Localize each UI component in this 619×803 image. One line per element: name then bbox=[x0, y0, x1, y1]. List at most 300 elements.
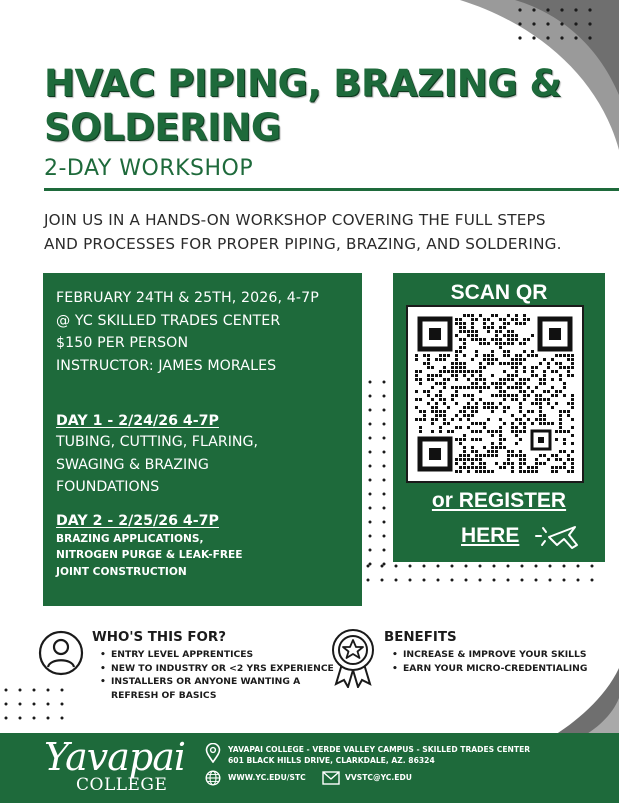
qr-module bbox=[491, 394, 494, 397]
day2-topic: JOINT CONSTRUCTION bbox=[56, 565, 187, 578]
qr-module bbox=[487, 330, 490, 333]
qr-module bbox=[567, 402, 570, 405]
qr-module bbox=[431, 398, 434, 401]
qr-module bbox=[443, 354, 446, 357]
qr-module bbox=[463, 330, 466, 333]
qr-module bbox=[459, 366, 462, 369]
intro-line: JOIN US IN A HANDS-ON WORKSHOP COVERING THE FULL STEPS bbox=[44, 211, 546, 229]
qr-module bbox=[499, 434, 502, 437]
registration-qr-code[interactable] bbox=[406, 305, 584, 483]
qr-module bbox=[507, 342, 510, 345]
qr-code-icon bbox=[408, 307, 582, 481]
qr-module bbox=[555, 362, 558, 365]
qr-module bbox=[523, 350, 526, 353]
qr-module bbox=[475, 402, 478, 405]
qr-module bbox=[471, 370, 474, 373]
qr-module bbox=[543, 454, 546, 457]
decorative-dot bbox=[5, 703, 8, 706]
qr-module bbox=[491, 454, 494, 457]
qr-module bbox=[431, 418, 434, 421]
qr-module bbox=[443, 418, 446, 421]
qr-module bbox=[515, 322, 518, 325]
qr-module bbox=[507, 338, 510, 341]
qr-module bbox=[571, 406, 574, 409]
email-link[interactable]: VVSTC@YC.EDU bbox=[345, 773, 412, 782]
qr-module bbox=[511, 470, 514, 473]
qr-module bbox=[463, 434, 466, 437]
decorative-dot bbox=[465, 579, 468, 582]
qr-module bbox=[503, 322, 506, 325]
qr-module bbox=[475, 450, 478, 453]
qr-module bbox=[523, 422, 526, 425]
qr-module bbox=[515, 382, 518, 385]
qr-module bbox=[459, 442, 462, 445]
qr-module bbox=[459, 454, 462, 457]
decorative-dot bbox=[549, 579, 552, 582]
qr-module bbox=[511, 398, 514, 401]
qr-module bbox=[487, 358, 490, 361]
qr-module bbox=[483, 422, 486, 425]
qr-module bbox=[547, 398, 550, 401]
decorative-dot bbox=[383, 395, 386, 398]
qr-module bbox=[479, 398, 482, 401]
qr-module bbox=[499, 446, 502, 449]
qr-module bbox=[459, 350, 462, 353]
qr-module bbox=[459, 466, 462, 469]
qr-module bbox=[511, 454, 514, 457]
qr-module bbox=[563, 450, 566, 453]
decorative-dot bbox=[560, 36, 563, 39]
qr-module bbox=[435, 418, 438, 421]
decorative-dot bbox=[437, 579, 440, 582]
qr-module bbox=[463, 462, 466, 465]
qr-module bbox=[535, 470, 538, 473]
qr-module bbox=[459, 426, 462, 429]
qr-module bbox=[451, 386, 454, 389]
qr-module bbox=[471, 446, 474, 449]
qr-module bbox=[555, 370, 558, 373]
qr-module bbox=[491, 406, 494, 409]
qr-module bbox=[435, 414, 438, 417]
qr-module bbox=[559, 430, 562, 433]
qr-module bbox=[479, 342, 482, 345]
qr-module bbox=[443, 422, 446, 425]
qr-module bbox=[519, 410, 522, 413]
qr-module bbox=[431, 366, 434, 369]
qr-module bbox=[571, 366, 574, 369]
qr-module bbox=[451, 394, 454, 397]
qr-module bbox=[511, 366, 514, 369]
qr-module bbox=[435, 402, 438, 405]
qr-module bbox=[551, 386, 554, 389]
qr-module bbox=[543, 374, 546, 377]
decorative-dot bbox=[369, 479, 372, 482]
qr-module bbox=[491, 402, 494, 405]
qr-module bbox=[523, 318, 526, 321]
qr-module bbox=[531, 374, 534, 377]
qr-module bbox=[471, 326, 474, 329]
qr-module bbox=[475, 422, 478, 425]
qr-module bbox=[415, 418, 418, 421]
decorative-dot bbox=[369, 409, 372, 412]
qr-module bbox=[523, 370, 526, 373]
qr-module bbox=[439, 430, 442, 433]
qr-module bbox=[535, 466, 538, 469]
qr-module bbox=[523, 382, 526, 385]
qr-module bbox=[543, 358, 546, 361]
qr-module bbox=[507, 354, 510, 357]
qr-module bbox=[531, 334, 534, 337]
qr-module bbox=[487, 318, 490, 321]
qr-module bbox=[527, 386, 530, 389]
qr-module bbox=[539, 382, 542, 385]
qr-module bbox=[455, 414, 458, 417]
qr-module bbox=[447, 378, 450, 381]
qr-module bbox=[523, 454, 526, 457]
qr-module bbox=[435, 374, 438, 377]
qr-module bbox=[535, 398, 538, 401]
qr-module bbox=[439, 426, 442, 429]
qr-module bbox=[463, 406, 466, 409]
qr-module bbox=[523, 342, 526, 345]
qr-module bbox=[559, 450, 562, 453]
qr-module bbox=[475, 470, 478, 473]
qr-module bbox=[483, 454, 486, 457]
qr-module bbox=[439, 414, 442, 417]
qr-module bbox=[499, 402, 502, 405]
qr-module bbox=[423, 390, 426, 393]
decorative-dot bbox=[563, 579, 566, 582]
decorative-dot bbox=[61, 703, 64, 706]
decorative-dot bbox=[507, 565, 510, 568]
decorative-dot bbox=[493, 579, 496, 582]
qr-module bbox=[515, 354, 518, 357]
qr-module bbox=[543, 378, 546, 381]
qr-module bbox=[467, 334, 470, 337]
qr-module bbox=[551, 358, 554, 361]
qr-module bbox=[471, 438, 474, 441]
qr-module bbox=[443, 410, 446, 413]
decorative-dot bbox=[591, 565, 594, 568]
qr-module bbox=[531, 470, 534, 473]
qr-module bbox=[483, 318, 486, 321]
qr-module bbox=[483, 426, 486, 429]
qr-module bbox=[419, 398, 422, 401]
decorative-dot bbox=[47, 689, 50, 692]
qr-module bbox=[479, 338, 482, 341]
decorative-dot bbox=[19, 703, 22, 706]
qr-module bbox=[463, 370, 466, 373]
qr-module bbox=[475, 318, 478, 321]
qr-module bbox=[471, 422, 474, 425]
decorative-dot bbox=[33, 717, 36, 720]
qr-module bbox=[503, 382, 506, 385]
qr-module bbox=[427, 402, 430, 405]
qr-module bbox=[483, 406, 486, 409]
intro-line: AND PROCESSES FOR PROPER PIPING, BRAZING, AND SOLDERING. bbox=[44, 235, 562, 253]
qr-module bbox=[559, 422, 562, 425]
website-link[interactable]: WWW.YC.EDU/STC bbox=[228, 773, 306, 782]
qr-module bbox=[455, 350, 458, 353]
qr-module bbox=[531, 350, 534, 353]
qr-module bbox=[443, 370, 446, 373]
qr-module bbox=[467, 466, 470, 469]
qr-module bbox=[447, 370, 450, 373]
qr-module bbox=[443, 398, 446, 401]
qr-module bbox=[467, 414, 470, 417]
qr-module bbox=[431, 410, 434, 413]
day1-topic: FOUNDATIONS bbox=[56, 479, 160, 495]
qr-module bbox=[463, 314, 466, 317]
qr-module bbox=[503, 354, 506, 357]
qr-module bbox=[463, 374, 466, 377]
qr-module bbox=[503, 378, 506, 381]
qr-module bbox=[567, 366, 570, 369]
qr-module bbox=[499, 338, 502, 341]
qr-module bbox=[507, 350, 510, 353]
qr-module bbox=[515, 318, 518, 321]
qr-module bbox=[479, 458, 482, 461]
qr-module bbox=[483, 354, 486, 357]
qr-module bbox=[519, 342, 522, 345]
qr-module bbox=[431, 378, 434, 381]
qr-module bbox=[531, 466, 534, 469]
decorative-dot bbox=[521, 579, 524, 582]
qr-module bbox=[519, 358, 522, 361]
qr-module bbox=[451, 374, 454, 377]
qr-module bbox=[475, 378, 478, 381]
workshop-subtitle: 2-DAY WORKSHOP bbox=[44, 156, 254, 181]
qr-module bbox=[519, 470, 522, 473]
qr-module bbox=[511, 362, 514, 365]
qr-module bbox=[435, 358, 438, 361]
qr-module bbox=[467, 378, 470, 381]
qr-module bbox=[471, 430, 474, 433]
qr-module bbox=[503, 394, 506, 397]
qr-module bbox=[559, 410, 562, 413]
qr-module bbox=[459, 458, 462, 461]
qr-module bbox=[479, 430, 482, 433]
qr-module bbox=[511, 414, 514, 417]
qr-module bbox=[455, 362, 458, 365]
qr-module bbox=[515, 362, 518, 365]
qr-module bbox=[515, 374, 518, 377]
qr-module bbox=[543, 370, 546, 373]
globe-icon bbox=[205, 770, 221, 786]
award-ribbon-icon bbox=[328, 626, 378, 688]
qr-module bbox=[507, 386, 510, 389]
decorative-dot bbox=[588, 8, 591, 11]
decorative-dot bbox=[423, 579, 426, 582]
decorative-dot bbox=[381, 565, 384, 568]
list-item: • NEW TO INDUSTRY OR <2 YRS EXPERIENCE bbox=[100, 662, 340, 676]
qr-module bbox=[455, 462, 458, 465]
qr-module bbox=[567, 410, 570, 413]
qr-module bbox=[523, 358, 526, 361]
qr-module bbox=[415, 370, 418, 373]
qr-module bbox=[483, 382, 486, 385]
qr-module bbox=[427, 378, 430, 381]
qr-module bbox=[527, 418, 530, 421]
qr-module bbox=[559, 426, 562, 429]
qr-module bbox=[523, 398, 526, 401]
qr-module bbox=[451, 398, 454, 401]
qr-module bbox=[483, 462, 486, 465]
qr-module bbox=[495, 382, 498, 385]
qr-module bbox=[463, 454, 466, 457]
qr-module bbox=[539, 398, 542, 401]
qr-module bbox=[491, 354, 494, 357]
qr-module bbox=[475, 382, 478, 385]
decorative-dot bbox=[535, 579, 538, 582]
decorative-dot bbox=[532, 36, 535, 39]
decorative-dot bbox=[574, 36, 577, 39]
register-here-link[interactable]: HERE bbox=[461, 524, 520, 547]
decorative-dot bbox=[19, 717, 22, 720]
qr-module bbox=[503, 466, 506, 469]
qr-module bbox=[475, 410, 478, 413]
qr-module bbox=[523, 426, 526, 429]
decorative-dot bbox=[560, 22, 563, 25]
qr-module bbox=[451, 370, 454, 373]
benefits-heading: BENEFITS bbox=[384, 630, 457, 645]
qr-module bbox=[511, 338, 514, 341]
decorative-dot bbox=[367, 579, 370, 582]
decorative-dot bbox=[409, 565, 412, 568]
qr-module bbox=[543, 382, 546, 385]
qr-module bbox=[515, 454, 518, 457]
qr-module bbox=[415, 358, 418, 361]
qr-module bbox=[459, 330, 462, 333]
decorative-dot bbox=[61, 717, 64, 720]
qr-module bbox=[571, 362, 574, 365]
decorative-dot bbox=[369, 549, 372, 552]
qr-module bbox=[515, 430, 518, 433]
qr-module bbox=[507, 406, 510, 409]
qr-module bbox=[455, 458, 458, 461]
qr-module bbox=[419, 370, 422, 373]
qr-module bbox=[479, 370, 482, 373]
qr-module bbox=[515, 370, 518, 373]
qr-module bbox=[543, 414, 546, 417]
qr-module bbox=[491, 434, 494, 437]
qr-module bbox=[463, 386, 466, 389]
decorative-dot bbox=[367, 565, 370, 568]
day2-topic: BRAZING APPLICATIONS, bbox=[56, 532, 204, 545]
list-item: • INSTALLERS OR ANYONE WANTING A REFRESH OF BASICS bbox=[100, 675, 340, 702]
list-item: • INCREASE & IMPROVE YOUR SKILLS bbox=[392, 648, 612, 662]
qr-module bbox=[419, 418, 422, 421]
qr-module bbox=[471, 374, 474, 377]
qr-module bbox=[443, 378, 446, 381]
qr-module bbox=[555, 430, 558, 433]
qr-module bbox=[503, 406, 506, 409]
details-panel bbox=[43, 273, 362, 606]
qr-module bbox=[483, 446, 486, 449]
qr-module bbox=[495, 454, 498, 457]
qr-module bbox=[427, 358, 430, 361]
decorative-dot bbox=[437, 565, 440, 568]
qr-module bbox=[455, 378, 458, 381]
qr-module bbox=[475, 386, 478, 389]
decorative-dot bbox=[383, 409, 386, 412]
qr-module bbox=[455, 318, 458, 321]
qr-module bbox=[499, 378, 502, 381]
qr-module bbox=[491, 322, 494, 325]
day1-topic: TUBING, CUTTING, FLARING, bbox=[56, 434, 259, 450]
qr-module bbox=[471, 414, 474, 417]
qr-module bbox=[559, 458, 562, 461]
qr-module bbox=[559, 354, 562, 357]
qr-module bbox=[435, 406, 438, 409]
qr-module bbox=[471, 330, 474, 333]
qr-module bbox=[483, 326, 486, 329]
qr-module bbox=[507, 330, 510, 333]
qr-module bbox=[455, 402, 458, 405]
qr-module bbox=[523, 394, 526, 397]
qr-module bbox=[471, 394, 474, 397]
qr-module bbox=[467, 394, 470, 397]
qr-module bbox=[551, 394, 554, 397]
decorative-dot bbox=[383, 465, 386, 468]
qr-module bbox=[455, 366, 458, 369]
qr-module bbox=[567, 370, 570, 373]
decorative-dot bbox=[493, 565, 496, 568]
qr-module bbox=[523, 378, 526, 381]
qr-module bbox=[531, 422, 534, 425]
qr-module bbox=[499, 330, 502, 333]
register-link[interactable]: or REGISTER bbox=[431, 489, 567, 512]
qr-module bbox=[543, 462, 546, 465]
qr-module bbox=[475, 458, 478, 461]
qr-module bbox=[483, 386, 486, 389]
qr-module bbox=[475, 354, 478, 357]
qr-module bbox=[455, 370, 458, 373]
qr-module bbox=[499, 426, 502, 429]
qr-module bbox=[459, 322, 462, 325]
qr-module bbox=[491, 442, 494, 445]
qr-module bbox=[471, 462, 474, 465]
qr-module bbox=[471, 314, 474, 317]
qr-module bbox=[479, 378, 482, 381]
qr-module bbox=[459, 326, 462, 329]
qr-module bbox=[499, 382, 502, 385]
campus-address bbox=[228, 745, 613, 766]
qr-module bbox=[491, 374, 494, 377]
qr-module bbox=[415, 390, 418, 393]
qr-module bbox=[483, 466, 486, 469]
qr-module bbox=[479, 386, 482, 389]
qr-module bbox=[471, 318, 474, 321]
decorative-dot bbox=[479, 565, 482, 568]
qr-module bbox=[499, 318, 502, 321]
person-icon bbox=[38, 630, 84, 676]
qr-module bbox=[523, 390, 526, 393]
qr-module bbox=[463, 362, 466, 365]
qr-module bbox=[423, 362, 426, 365]
qr-module bbox=[483, 338, 486, 341]
qr-module bbox=[531, 402, 534, 405]
qr-module bbox=[515, 358, 518, 361]
qr-module bbox=[519, 430, 522, 433]
qr-module bbox=[463, 338, 466, 341]
qr-module bbox=[475, 406, 478, 409]
qr-module bbox=[495, 338, 498, 341]
qr-module bbox=[507, 378, 510, 381]
qr-module bbox=[551, 370, 554, 373]
qr-module bbox=[431, 386, 434, 389]
decorative-dot bbox=[465, 565, 468, 568]
